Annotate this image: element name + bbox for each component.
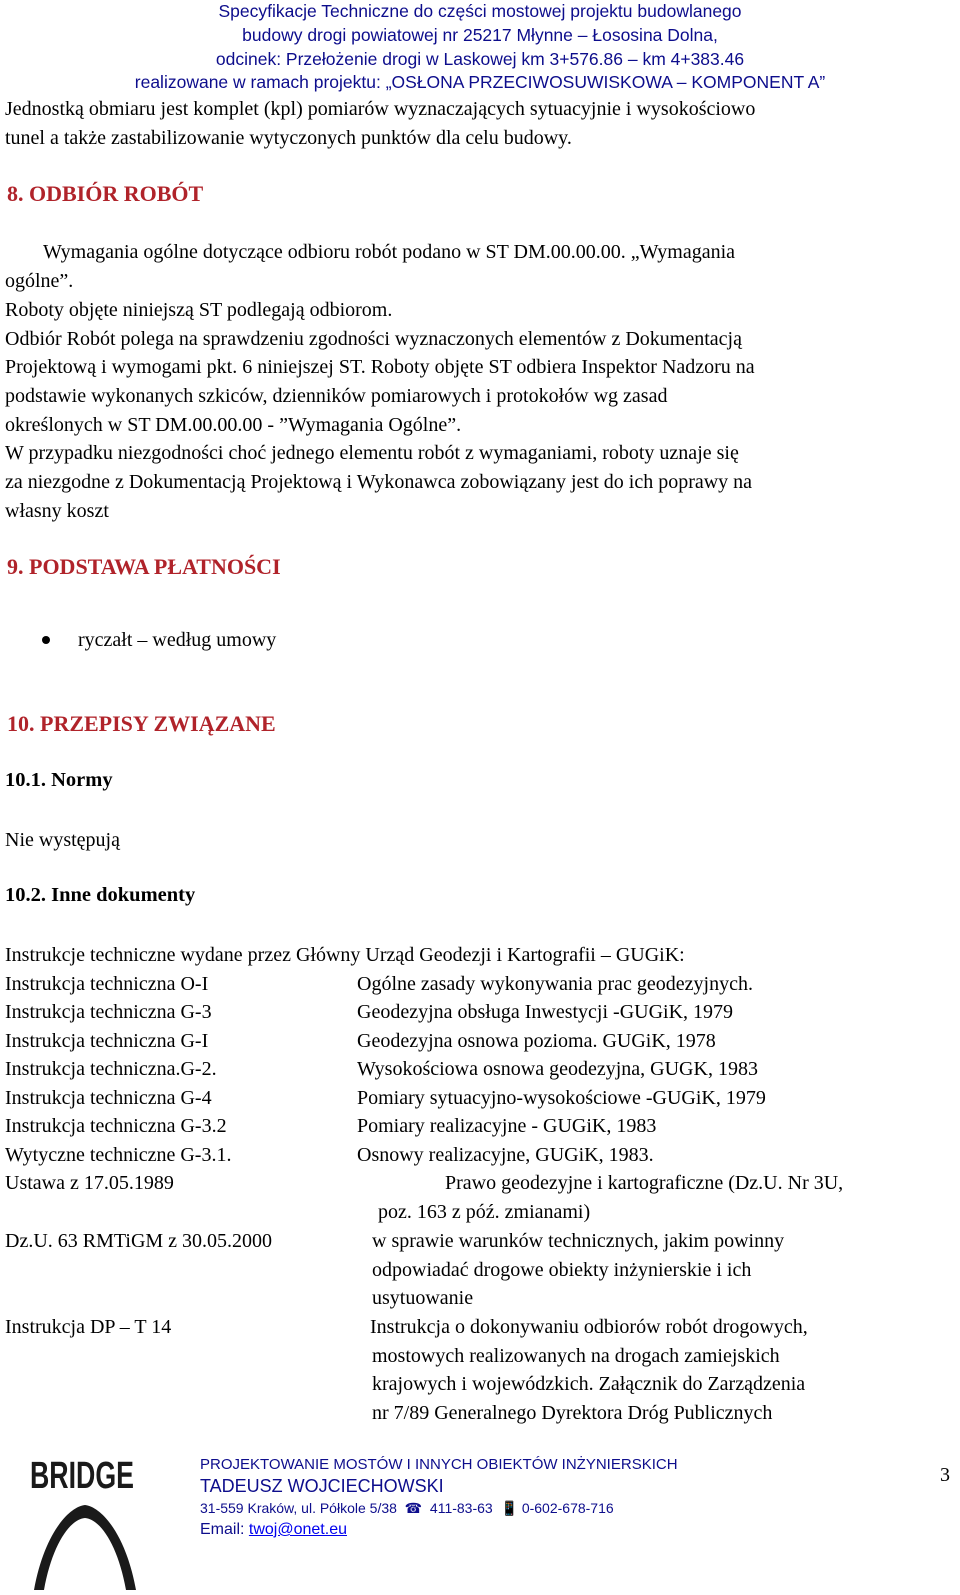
footer-mobile: 0-602-678-716 [521,1500,614,1516]
header-line-3: odcinek: Przełożenie drogi w Laskowej km 3+576.86 – km 4+383.46 [215,49,745,69]
phone-icon: ☎ [400,1500,427,1516]
doc-row-left: Instrukcja techniczna G-I [5,1030,209,1052]
header-line-4: realizowane w ramach projektu: „OSŁONA PRZECIWOSUWISKOWA – KOMPONENT A” [134,72,826,92]
documents-intro: Instrukcje techniczne wydane przez Główny Urząd Geodezji i Kartografii – GUGiK: [5,944,685,966]
bullet-dot [42,636,50,644]
bullet-item: ryczałt – według umowy [78,629,277,651]
ustawa-right: poz. 163 z póź. zmianami) [378,1201,591,1223]
doc-row-right: Geodezyjna osnowa pozioma. GUGiK, 1978 [357,1030,716,1052]
section-8-line: ogólne”. [5,270,74,292]
bridge-arch-icon [34,1505,136,1590]
bridge-logo [30,1455,140,1595]
doc-row-left: Instrukcja techniczna G-3.2 [5,1115,227,1137]
subheading-normy: 10.1. Normy [5,769,113,791]
section-8-line: określonych w ST DM.00.00.00 - ”Wymagania Ogólne”. [5,414,462,436]
doc-row-right: Wysokościowa osnowa geodezyjna, GUGK, 1983 [357,1058,758,1080]
section-8-line: za niezgodne z Dokumentacją Projektową i Wykonawca zobowiązany jest do ich poprawy na [5,471,753,493]
footer-email-link[interactable]: twoj@onet.eu [248,1521,347,1538]
doc-row-left: Instrukcja techniczna G-3 [5,1001,212,1023]
section-8-heading: 8. ODBIÓR ROBÓT [7,181,204,206]
doc-row-left: Wytyczne techniczne G-3.1. [5,1144,232,1166]
dp-left: Instrukcja DP – T 14 [5,1316,172,1338]
section-8-line: Projektową i wymogami pkt. 6 niniejszej ST. Roboty objęte ST odbiera Inspektor Nadzoru na [5,356,755,378]
intro-line-1: Jednostką obmiaru jest komplet (kpl) pomiarów wyznaczających sytuacyjnie i wysokościowo [5,98,756,120]
section-8-line: Wymagania ogólne dotyczące odbioru robót podano w ST DM.00.00.00. „Wymagania [43,241,736,263]
doc-row-left: Instrukcja techniczna O-I [5,973,209,995]
footer-company: PROJEKTOWANIE MOSTÓW I INNYCH OBIEKTÓW INŻYNIERSKICH [200,1456,678,1473]
ustawa-right: Prawo geodezyjne i kartograficzne (Dz.U. Nr 3U, [445,1172,844,1194]
dp-right: nr 7/89 Generalnego Dyrektora Dróg Publicznych [372,1402,773,1424]
dp-right: Instrukcja o dokonywaniu odbiorów robót drogowych, [370,1316,808,1338]
doc-row-right: Pomiary sytuacyjno-wysokościowe -GUGiK, 1979 [357,1087,766,1109]
subheading-inne-dokumenty: 10.2. Inne dokumenty [5,884,196,906]
dzu-right: w sprawie warunków technicznych, jakim powinny [372,1230,785,1252]
doc-row-right: Pomiary realizacyjne - GUGiK, 1983 [357,1115,657,1137]
footer-email-line [200,1521,347,1539]
dzu-left: Dz.U. 63 RMTiGM z 30.05.2000 [5,1230,273,1252]
footer-contact [200,1500,614,1517]
doc-row-right: Ogólne zasady wykonywania prac geodezyjnych. [357,973,753,995]
section-8-line: własny koszt [5,500,109,522]
footer-name: TADEUSZ WOJCIECHOWSKI [200,1476,444,1496]
doc-row-right: Geodezyjna obsługa Inwestycji -GUGiK, 1979 [357,1001,734,1023]
section-8-line: Odbiór Robót polega na sprawdzeniu zgodności wyznaczonych elementów z Dokumentacją [5,328,742,350]
dzu-right: usytuowanie [372,1287,474,1309]
doc-row-left: Instrukcja techniczna G-4 [5,1087,212,1109]
section-9-heading: 9. PODSTAWA PŁATNOŚCI [7,554,281,579]
section-8-line: Roboty objęte niniejszą ST podlegają odbiorom. [5,299,393,321]
footer-address: 31-559 Kraków, ul. Półkole 5/38 [200,1500,397,1516]
ustawa-left: Ustawa z 17.05.1989 [5,1172,174,1194]
section-8-line: podstawie wykonanych szkiców, dzienników pomiarowych i protokołów wg zasad [5,385,668,407]
page-number: 3 [940,1464,950,1486]
doc-row-right: Osnowy realizacyjne, GUGiK, 1983. [357,1144,654,1166]
mobile-phone-icon: 📱 [496,1500,518,1516]
dp-right: krajowych i wojewódzkich. Załącznik do Zarządzenia [372,1373,806,1395]
normy-text: Nie występują [5,829,120,851]
dzu-right: odpowiadać drogowe obiekty inżynierskie i ich [372,1259,752,1281]
header-line-2: budowy drogi powiatowej nr 25217 Młynne – Łososina Dolna, [242,25,718,45]
logo-text: BRIDGE [30,1455,134,1497]
section-8-line: W przypadku niezgodności choć jednego elementu robót z wymaganiami, roboty uznaje się [5,442,739,464]
bridge-logo-graphic [30,1455,140,1590]
header-line-1: Specyfikacje Techniczne do części mostowej projektu budowlanego [218,1,742,21]
footer-email-label: Email: [200,1521,249,1538]
section-10-heading: 10. PRZEPISY ZWIĄZANE [7,711,276,736]
doc-row-left: Instrukcja techniczna.G-2. [5,1058,217,1080]
footer-phone: 411-83-63 [429,1500,493,1516]
intro-line-2: tunel a także zastabilizowanie wytyczonych punktów dla celu budowy. [5,127,572,149]
dp-right: mostowych realizowanych na drogach zamiejskich [372,1345,780,1367]
